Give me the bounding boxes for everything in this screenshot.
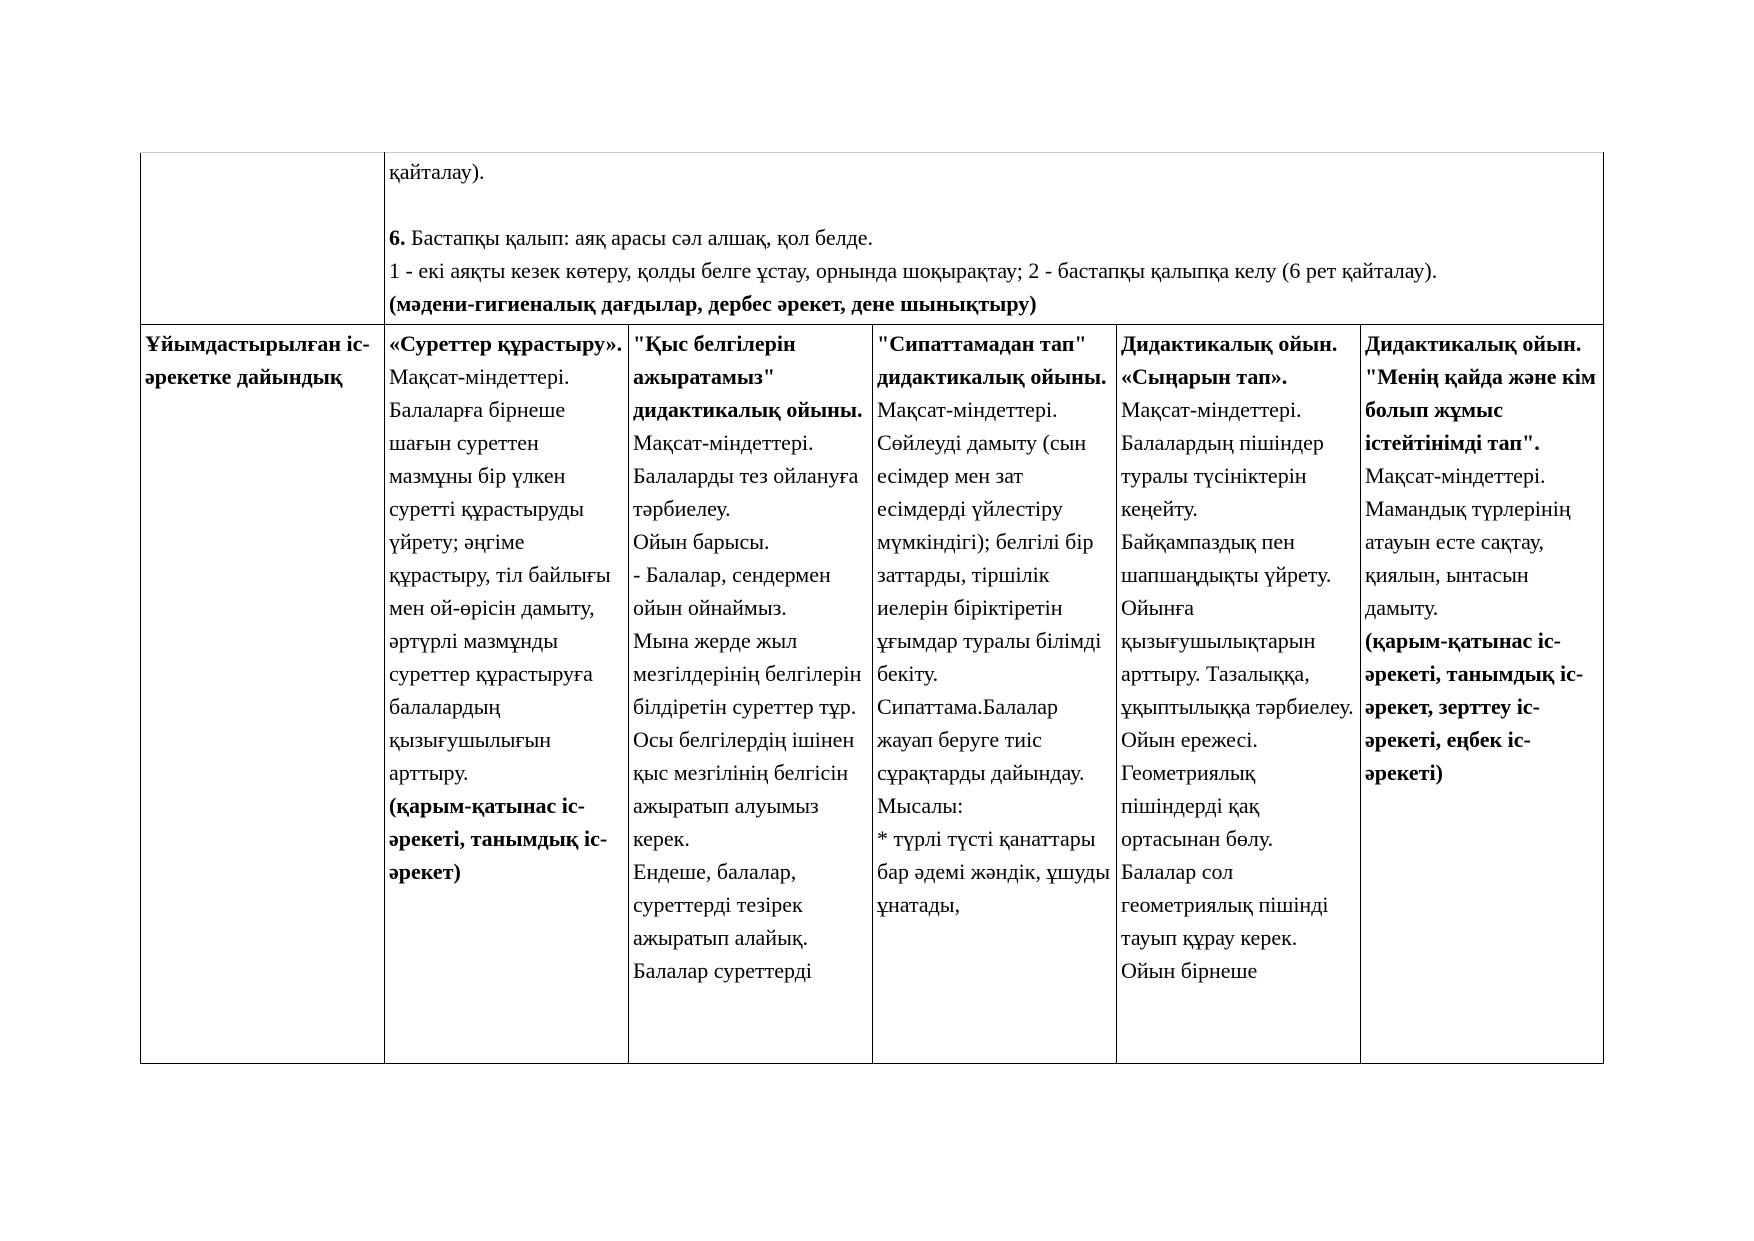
exercise-line: 1 - екі аяқты кезек көтеру, қолды белге ұстау, орнында шоқырақтау; 2 - бастапқы қалыпқа келу (6 рет қайталау). (389, 258, 1438, 283)
activity-cell (873, 325, 1117, 1064)
activity-heading: Дидактикалық ойын. «Сыңарын тап». (1121, 331, 1338, 389)
activity-text: Сөйлеуді дамыту (сын есімдер мен зат есімдерді үйлестіру мүмкіндігі); белгілі бір заттарды, тіршілік иелерін біріктіретін ұғымдар туралы білімді бекіту. (877, 430, 1102, 686)
activity-heading: "Қыс белгілерін ажыратамыз" дидактикалық ойыны. (633, 331, 863, 422)
continuation-row (141, 153, 1604, 325)
activity-text: Ойын барысы. (633, 529, 770, 554)
exercise-line: қайталау). (389, 159, 485, 184)
activity-skills: (қарым-қатынас іс-әрекеті, танымдық іс-әрекет) (389, 793, 608, 884)
activity-cell (385, 325, 629, 1064)
skills-note: (мәдени-гигиеналық дағдылар, дербес әрекет, дене шынықтыру) (389, 291, 1037, 316)
activity-text: * түрлі түсті қанаттары бар әдемі жәндік, ұшуды ұнатады, (877, 826, 1110, 917)
blank-line (389, 188, 1599, 221)
activity-heading: «Суреттер құрастыру». (389, 331, 623, 356)
plan-table (140, 152, 1604, 1064)
exercise-line: 6. Бастапқы қалып: аяқ арасы сәл алшақ, қол белде. (389, 225, 874, 250)
activity-text: Мақсат-міндеттері. (1365, 463, 1546, 488)
activity-text: Балаларды тез ойлануға тәрбиелеу. (633, 463, 859, 521)
section-title: Ұйымдастырылған іс-әрекетке дайындық (145, 331, 370, 389)
activity-text: Геометриялық пішіндерді қақ ортасынан бөлу. (1121, 760, 1274, 851)
continuation-content-cell (385, 153, 1604, 325)
activity-text: Мақсат-міндеттері. (1121, 397, 1302, 422)
activity-text: Байқампаздық пен шапшаңдықты үйрету. Ойынға қызығушылықтарын арттыру. Тазалыққа, ұқыптылыққа тәрбиелеу. (1121, 529, 1354, 719)
preparation-row (141, 325, 1604, 1064)
activity-cell (1117, 325, 1361, 1064)
section-title-cell (141, 325, 385, 1064)
activity-heading: Дидактикалық ойын. "Менің қайда және кім болып жұмыс істейтінімді тап". (1365, 331, 1596, 455)
activity-text: Балалар сол геометриялық пішінді тауып құрау керек. Ойын бірнеше (1121, 859, 1329, 983)
activity-text: Мамандық түрлерінің атауын есте сақтау, қиялын, ынтасын дамыту. (1365, 496, 1571, 620)
activity-text: Мақсат-міндеттері. (389, 364, 570, 389)
activity-text: Балалардың пішіндер туралы түсініктерін кеңейту. (1121, 430, 1324, 521)
activity-text: Мысалы: (877, 793, 964, 818)
activity-text: Балалар суреттерді (633, 958, 813, 983)
activity-skills: (қарым-қатынас іс-әрекеті, танымдық іс-әрекет, зерттеу іс-әрекеті, еңбек іс-әрекеті) (1365, 628, 1584, 785)
activity-text: Ойын ережесі. (1121, 727, 1258, 752)
continuation-label-cell (141, 153, 385, 325)
activity-text: Сипаттама.Балалар жауап беруге тиіс сұрақтарды дайындау. (877, 694, 1085, 785)
activity-text: Мақсат-міндеттері. (633, 430, 814, 455)
activity-cell (629, 325, 873, 1064)
activity-cell (1361, 325, 1604, 1064)
activity-text: - Балалар, сендермен ойын ойнаймыз. (633, 562, 831, 620)
activity-text: Мына жерде жыл мезгілдерінің белгілерін білдіретін суреттер тұр. Осы белгілердің ішінен қыс мезгілінің белгісін ажыратып алуымыз керек. (633, 628, 862, 851)
activity-text: Мақсат-міндеттері. (877, 397, 1058, 422)
activity-text: Ендеше, балалар, суреттерді тезірек ажыратып алайық. (633, 859, 809, 950)
activity-heading: "Сипаттамадан тап" дидактикалық ойыны. (877, 331, 1107, 389)
activity-text: Балаларға бірнеше шағын суреттен мазмұны бір үлкен суретті құрастыруды үйрету; әңгіме құрастыру, тіл байлығы мен ой-өрісін дамыту, әртүрлі мазмұнды суреттер құрастыруға балалардың қызығушылығын арттыру. (389, 397, 611, 785)
